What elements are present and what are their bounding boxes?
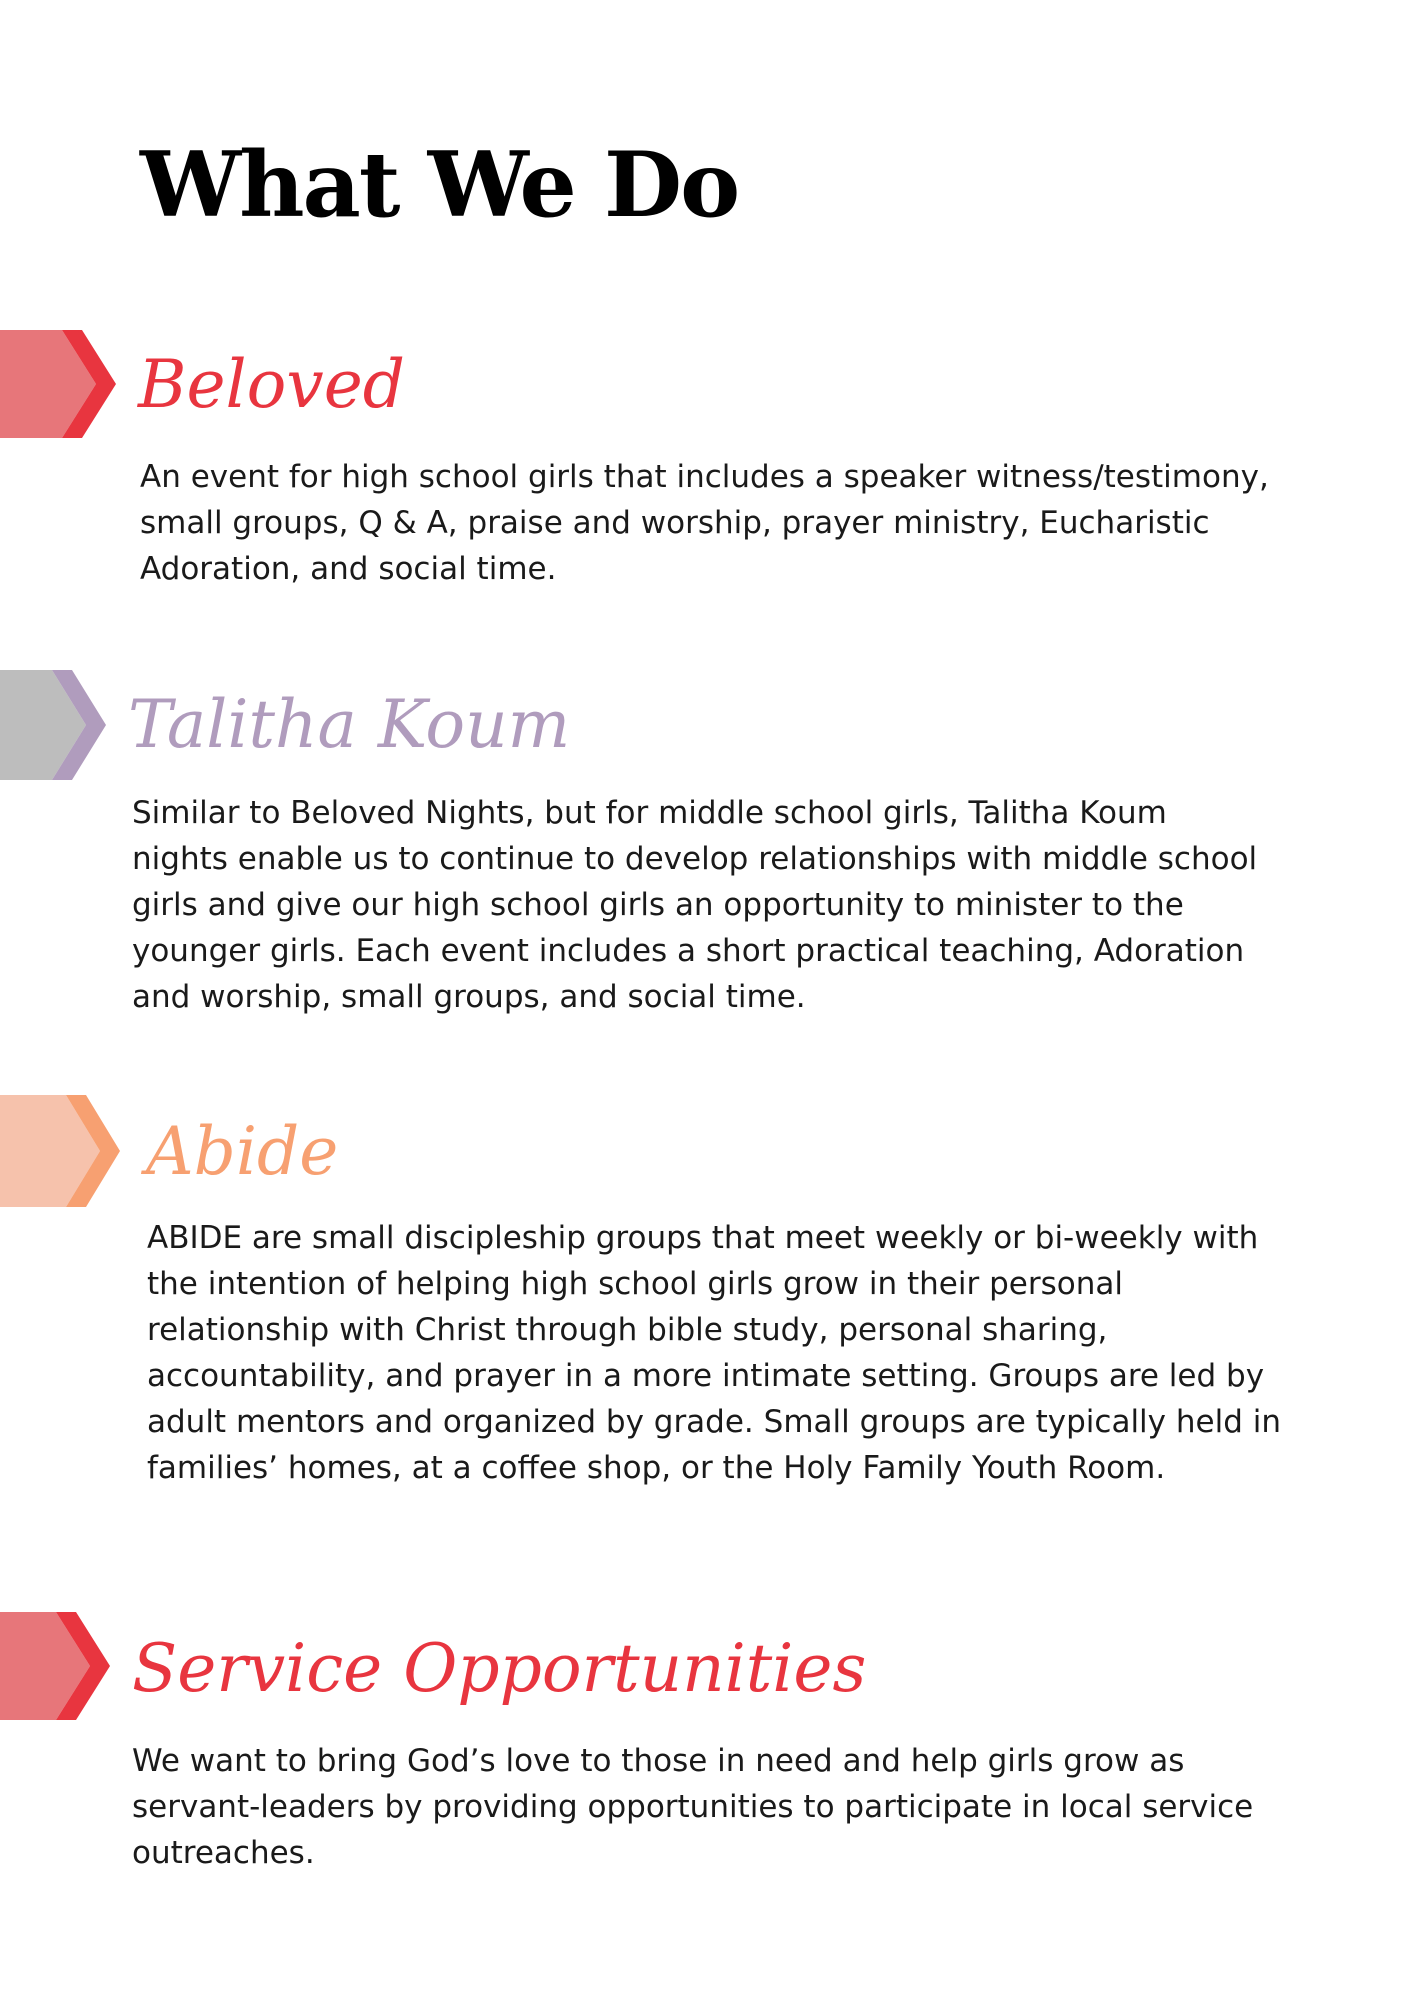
section-body: An event for high school girls that includes a speaker witness/testimony, small groups, Q & A, praise and worship, prayer ministry, Eucharistic Adoration, and social time. <box>140 459 1269 587</box>
section-heading: Talitha Koum <box>128 686 571 763</box>
section-talitha-koum <box>0 670 1414 1030</box>
chevron-arrow-icon <box>0 330 120 438</box>
section-body: Similar to Beloved Nights, but for middle school girls, Talitha Koum nights enable us to continue to develop relationships with middle school girls and give our high school girls an opportunity to minister to the younger girls. Each event includes a short practical teaching, Adoration and worship, small groups, and social time. <box>132 795 1258 1015</box>
section-abide <box>0 1095 1414 1545</box>
chevron-arrow-icon <box>0 670 108 780</box>
section-heading: Service Opportunities <box>132 1630 867 1707</box>
section-body: ABIDE are small discipleship groups that meet weekly or bi-weekly with the intention of helping high school girls grow in their personal relationship with Christ through bible study, personal sharing, accountability, and prayer in a more intimate setting. Groups are led by adult mentors and organized by grade. Small groups are typically held in families’ homes, at a coffee shop, or the Holy Family Youth Room. <box>147 1220 1281 1486</box>
section-heading: Beloved <box>138 346 405 423</box>
section-body: We want to bring God’s love to those in need and help girls grow as servant-leaders by providing opportunities to participate in local service outreaches. <box>132 1743 1254 1871</box>
section-heading: Abide <box>146 1113 339 1190</box>
section-service-opportunities <box>0 1612 1414 1892</box>
page-title: What We Do <box>140 132 739 238</box>
chevron-arrow-icon <box>0 1095 124 1207</box>
chevron-arrow-icon <box>0 1612 112 1720</box>
section-beloved <box>0 330 1414 630</box>
